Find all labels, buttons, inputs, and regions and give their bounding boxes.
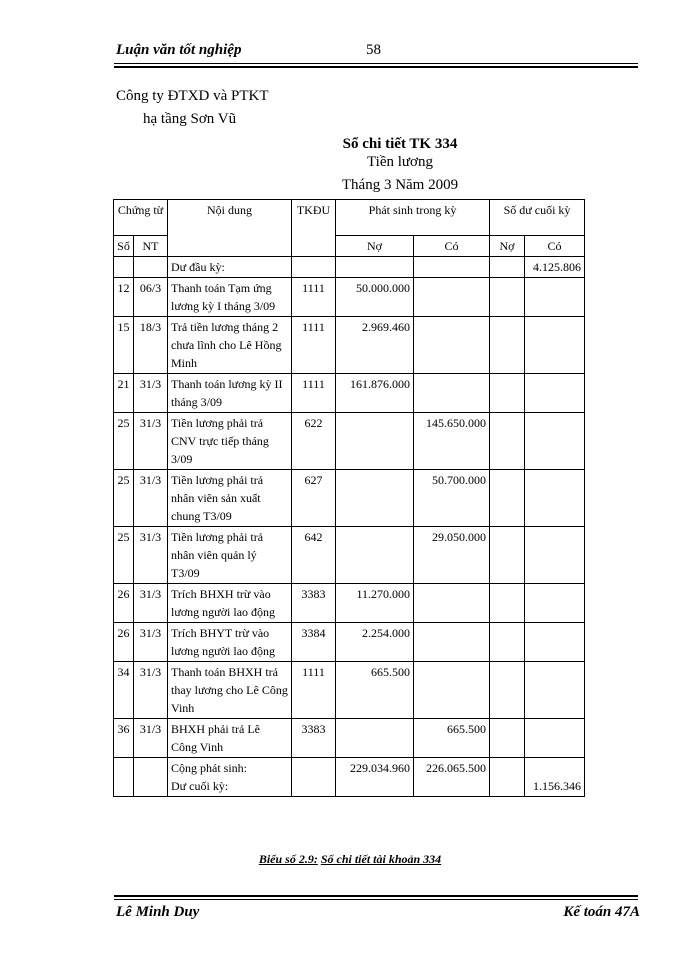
row-noi-dung: Tiền lương phải trả CNV trực tiếp tháng 3/09 [168, 413, 292, 470]
table-row [114, 584, 585, 623]
row-so: 34 [114, 662, 134, 719]
row-tkdu: 627 [292, 470, 336, 527]
header-so-du-cuoi: Số dư cuối kỳ [490, 200, 585, 236]
row-du-no [490, 470, 525, 527]
document-title: Sổ chi tiết TK 334 [342, 136, 458, 152]
row-co [414, 278, 490, 317]
row-tkdu: 3384 [292, 623, 336, 662]
opening-label: Dư đầu kỳ: [168, 257, 292, 278]
row-du-no [490, 278, 525, 317]
row-du-no [490, 527, 525, 584]
row-no: 2.969.460 [336, 317, 414, 374]
header-phat-sinh: Phát sinh trong kỳ [336, 200, 490, 236]
header-no: Nợ [336, 236, 414, 257]
row-tkdu: 3383 [292, 719, 336, 758]
header-so: Số [114, 236, 134, 257]
row-du-no [490, 719, 525, 758]
row-du-no [490, 584, 525, 623]
row-co: 665.500 [414, 719, 490, 758]
header-tkdu: TKĐU [292, 200, 336, 257]
row-nt: 18/3 [134, 317, 168, 374]
opening-balance-row [114, 257, 585, 278]
totals-no: 229.034.960 [336, 758, 414, 797]
row-du-co [525, 584, 585, 623]
document-period: Tháng 3 Năm 2009 [341, 177, 459, 193]
row-tkdu: 3383 [292, 584, 336, 623]
row-co: 50.700.000 [414, 470, 490, 527]
table-row [114, 374, 585, 413]
table-row [114, 719, 585, 758]
row-nt: 06/3 [134, 278, 168, 317]
table-row [114, 413, 585, 470]
header-title: Luận văn tốt nghiệp [116, 42, 242, 58]
totals-co: 226.065.500 [414, 758, 490, 797]
table-row [114, 278, 585, 317]
caption-text: Sổ chi tiết tài khoản 334 [320, 852, 442, 866]
row-co: 29.050.000 [414, 527, 490, 584]
row-nt: 31/3 [134, 719, 168, 758]
row-noi-dung: Tiền lương phải trả nhân viên quản lý T3/09 [168, 527, 292, 584]
row-so: 15 [114, 317, 134, 374]
row-no [336, 470, 414, 527]
table-row [114, 470, 585, 527]
totals-label-du-cuoi: Dư cuối kỳ: [171, 779, 229, 793]
row-du-co [525, 317, 585, 374]
row-du-co [525, 719, 585, 758]
row-noi-dung: Thanh toán BHXH trả thay lương cho Lê Công Vinh [168, 662, 292, 719]
row-no: 11.270.000 [336, 584, 414, 623]
row-so: 26 [114, 584, 134, 623]
row-du-co [525, 527, 585, 584]
row-noi-dung: Trích BHYT trừ vào lương người lao động [168, 623, 292, 662]
row-tkdu: 1111 [292, 662, 336, 719]
row-nt: 31/3 [134, 470, 168, 527]
row-so: 12 [114, 278, 134, 317]
document-subtitle: Tiền lương [367, 154, 433, 170]
header-du-no: Nợ [490, 236, 525, 257]
row-no [336, 413, 414, 470]
row-du-no [490, 662, 525, 719]
row-no [336, 527, 414, 584]
header-noi-dung: Nội dung [168, 200, 292, 257]
row-no: 50.000.000 [336, 278, 414, 317]
row-co [414, 584, 490, 623]
row-du-co [525, 623, 585, 662]
row-noi-dung: Tiền lương phải trả nhân viên sản xuất chung T3/09 [168, 470, 292, 527]
row-noi-dung: Thanh toán Tạm ứng lương kỳ I tháng 3/09 [168, 278, 292, 317]
ledger-table [113, 199, 585, 797]
totals-label-phat-sinh: Cộng phát sinh: [171, 761, 248, 775]
row-no: 2.254.000 [336, 623, 414, 662]
row-du-co [525, 470, 585, 527]
page-number: 58 [366, 42, 381, 58]
row-no: 665.500 [336, 662, 414, 719]
table-caption [0, 852, 700, 867]
header-rule-thick [114, 66, 638, 68]
row-co [414, 374, 490, 413]
footer-author: Lê Minh Duy [116, 904, 200, 920]
table-row [114, 662, 585, 719]
row-so: 25 [114, 413, 134, 470]
table-row [114, 623, 585, 662]
closing-du-co: 1.156.346 [525, 758, 585, 797]
row-nt: 31/3 [134, 584, 168, 623]
company-name-line2: hạ tầng Sơn Vũ [143, 111, 237, 127]
header-du-co: Có [525, 236, 585, 257]
row-tkdu: 1111 [292, 374, 336, 413]
row-du-no [490, 413, 525, 470]
totals-row [114, 758, 585, 797]
row-no: 161.876.000 [336, 374, 414, 413]
row-nt: 31/3 [134, 413, 168, 470]
row-du-no [490, 374, 525, 413]
header-nt: NT [134, 236, 168, 257]
table-row [114, 317, 585, 374]
row-no [336, 719, 414, 758]
header-co: Có [414, 236, 490, 257]
row-co [414, 623, 490, 662]
row-noi-dung: Thanh toán lương kỳ II tháng 3/09 [168, 374, 292, 413]
caption-prefix: Biểu số 2.9: [258, 852, 318, 866]
company-name: Công ty ĐTXD và PTKT [116, 88, 269, 104]
footer-class: Kế toán 47A [563, 904, 640, 920]
row-so: 26 [114, 623, 134, 662]
row-du-co [525, 278, 585, 317]
row-co [414, 662, 490, 719]
row-du-co [525, 662, 585, 719]
row-tkdu: 622 [292, 413, 336, 470]
row-du-no [490, 623, 525, 662]
row-noi-dung: Trích BHXH trừ vào lương người lao động [168, 584, 292, 623]
row-tkdu: 642 [292, 527, 336, 584]
row-so: 25 [114, 470, 134, 527]
opening-du-co: 4.125.806 [525, 257, 585, 278]
header-rule [114, 63, 638, 64]
row-tkdu: 1111 [292, 317, 336, 374]
totals-label [168, 758, 292, 797]
row-so: 36 [114, 719, 134, 758]
table-row [114, 527, 585, 584]
footer-rule-thick [114, 895, 638, 897]
row-du-co [525, 413, 585, 470]
row-du-no [490, 317, 525, 374]
row-co [414, 317, 490, 374]
row-nt: 31/3 [134, 374, 168, 413]
footer-rule [114, 899, 638, 900]
header-chung-tu: Chứng từ [114, 200, 168, 236]
row-tkdu: 1111 [292, 278, 336, 317]
row-nt: 31/3 [134, 662, 168, 719]
row-so: 25 [114, 527, 134, 584]
row-co: 145.650.000 [414, 413, 490, 470]
row-so: 21 [114, 374, 134, 413]
row-du-co [525, 374, 585, 413]
row-noi-dung: Trả tiền lương tháng 2 chưa lĩnh cho Lê Hồng Minh [168, 317, 292, 374]
row-nt: 31/3 [134, 623, 168, 662]
row-nt: 31/3 [134, 527, 168, 584]
row-noi-dung: BHXH phải trả Lê Công Vinh [168, 719, 292, 758]
